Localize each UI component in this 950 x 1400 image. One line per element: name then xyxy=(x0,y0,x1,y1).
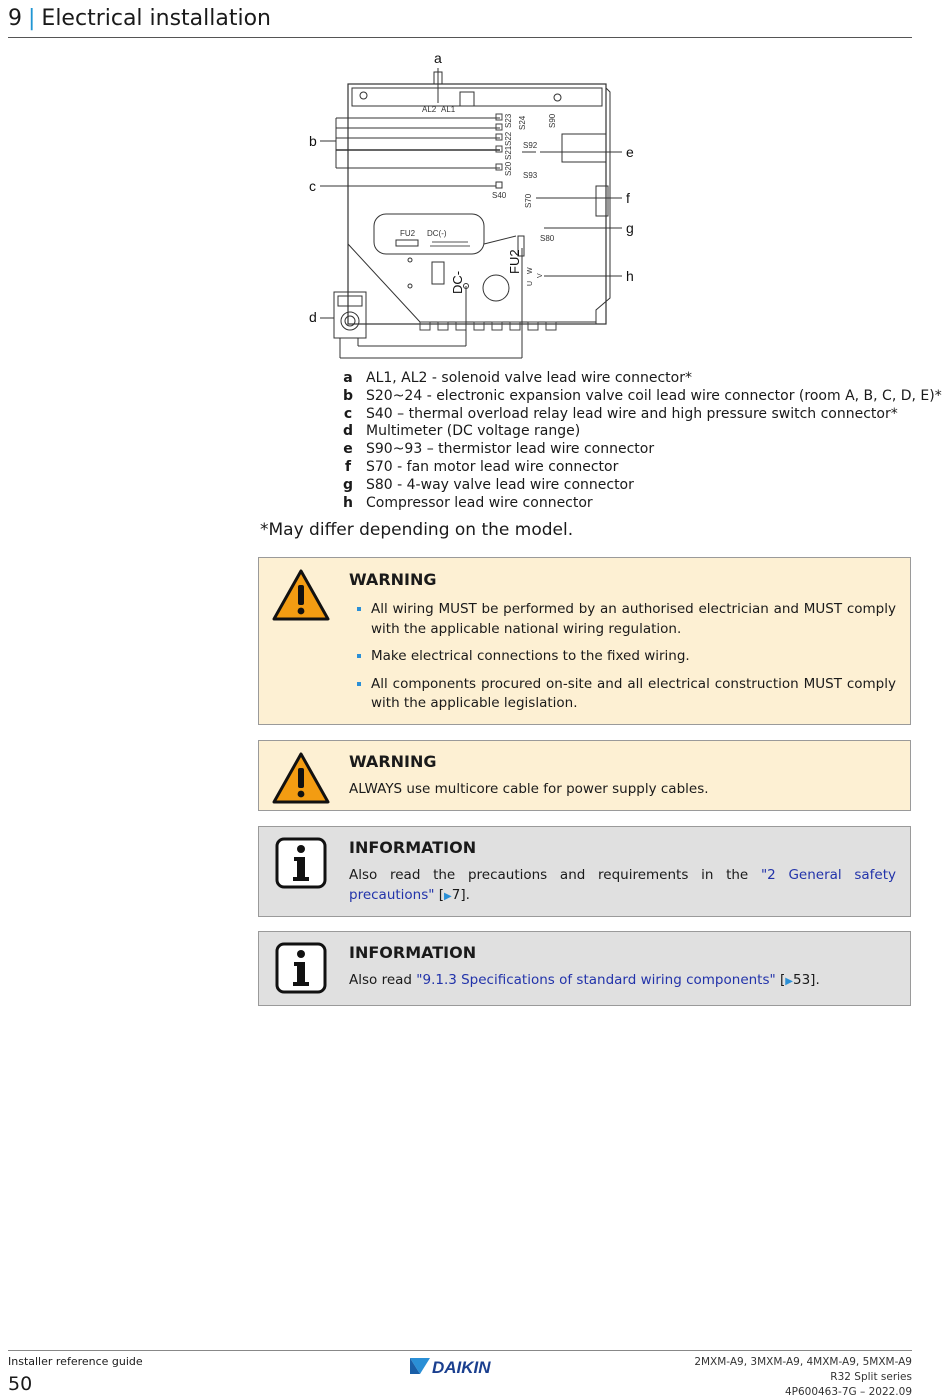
page-title: Electrical installation xyxy=(41,6,272,31)
list-item-text: All components procured on-site and all electrical construction MUST comply with the applicable legislation. xyxy=(371,675,896,711)
list-item xyxy=(349,675,896,714)
ref-open: [ xyxy=(775,972,786,988)
logo-text: DAIKIN xyxy=(432,1358,491,1377)
cross-reference-link[interactable]: "9.1.3 Specifications of standard wiring components" xyxy=(416,972,776,988)
legend-key: e xyxy=(343,441,353,458)
page-number: 50 xyxy=(8,1373,33,1395)
callout-f: f xyxy=(626,190,630,206)
pcb-diagram xyxy=(300,48,650,366)
list-item xyxy=(349,600,896,639)
warning-icon xyxy=(271,568,331,622)
callout-h: h xyxy=(626,268,634,284)
label-dc: DC- xyxy=(450,270,465,294)
page-header xyxy=(8,4,912,38)
label-s90: S90 xyxy=(548,113,557,128)
ref-open: [ xyxy=(434,886,445,903)
callout-c: c xyxy=(309,178,316,194)
legend-key: c xyxy=(343,405,353,422)
callout-a: a xyxy=(434,50,442,66)
legend-item xyxy=(340,495,942,513)
page-footer xyxy=(8,1350,912,1398)
label-s22: S22 xyxy=(504,131,513,146)
ref-close: ]. xyxy=(810,972,820,988)
info-title: INFORMATION xyxy=(349,943,477,962)
label-s70: S70 xyxy=(524,193,533,208)
page-arrow-icon: ▶ xyxy=(785,976,793,987)
label-fu2-large: FU2 xyxy=(507,249,522,274)
warning-icon xyxy=(271,751,331,805)
page-reference[interactable]: 53 xyxy=(792,972,811,988)
legend-text: Multimeter (DC voltage range) xyxy=(366,423,581,440)
warning-title: WARNING xyxy=(349,752,437,771)
label-s80: S80 xyxy=(540,234,555,243)
legend-item xyxy=(340,459,942,477)
legend-key: a xyxy=(343,370,353,386)
warning-text: ALWAYS use multicore cable for power supply cables. xyxy=(349,781,709,797)
label-al1: AL1 xyxy=(441,105,456,114)
legend-item xyxy=(340,477,942,495)
callout-d: d xyxy=(309,309,317,325)
series-name: R32 Split series xyxy=(830,1371,912,1383)
list-item-text: Make electrical connections to the fixed wiring. xyxy=(371,648,690,664)
legend-key: f xyxy=(344,458,352,475)
label-s20: S20 xyxy=(504,161,513,176)
bullet-icon xyxy=(357,607,361,611)
legend-key: d xyxy=(342,423,354,440)
warning-box xyxy=(258,557,911,725)
label-v: V xyxy=(537,273,544,278)
legend-item xyxy=(340,388,942,406)
model-note: *May differ depending on the model. xyxy=(260,520,574,540)
list-item xyxy=(349,647,896,667)
legend-item xyxy=(340,370,942,388)
information-box xyxy=(258,931,911,1006)
warning-title: WARNING xyxy=(349,570,437,589)
callout-e: e xyxy=(626,144,634,160)
legend-text: S40 – thermal overload relay lead wire and high pressure switch connector* xyxy=(366,405,898,422)
legend-text: S80 - 4-way valve lead wire connector xyxy=(366,476,634,493)
legend-item xyxy=(340,441,942,459)
legend-text: Compressor lead wire connector xyxy=(366,494,593,511)
label-s21: S21 xyxy=(504,145,513,160)
label-s92: S92 xyxy=(523,141,538,150)
info-text xyxy=(349,971,896,992)
list-item-text: All wiring MUST be performed by an authorised electrician and MUST comply with the applicable national wiring regulation. xyxy=(371,601,896,637)
info-icon xyxy=(271,942,331,996)
callout-g: g xyxy=(626,220,634,236)
label-s24: S24 xyxy=(518,115,527,130)
warning-box xyxy=(258,740,911,811)
document-code: 4P600463-7G – 2022.09 xyxy=(784,1386,912,1398)
label-w: W xyxy=(527,267,534,274)
bullet-icon xyxy=(357,682,361,686)
info-text-pre: Also read xyxy=(349,972,417,988)
legend-text: S20~24 - electronic expansion valve coil lead wire connector (room A, B, C, D, E)* xyxy=(366,387,942,404)
legend-text: S90~93 – thermistor lead wire connector xyxy=(366,441,655,458)
info-icon xyxy=(271,837,331,891)
bullet-icon xyxy=(357,654,361,658)
figure-legend xyxy=(340,370,942,512)
label-al2: AL2 xyxy=(422,105,437,114)
ref-close: ]. xyxy=(460,886,470,903)
legend-item xyxy=(340,423,942,441)
legend-key: h xyxy=(343,494,353,511)
label-s93: S93 xyxy=(523,171,538,180)
label-u: U xyxy=(527,280,534,286)
callout-b: b xyxy=(309,133,317,149)
label-s40: S40 xyxy=(492,191,507,200)
warning-list xyxy=(349,600,896,714)
label-dc-minus: DC(-) xyxy=(427,229,447,238)
label-s23: S23 xyxy=(504,113,513,128)
header-separator: | xyxy=(28,6,36,31)
label-fu2: FU2 xyxy=(400,229,416,238)
information-box xyxy=(258,826,911,917)
page-reference[interactable]: 7 xyxy=(451,886,461,903)
model-list: 2MXM-A9, 3MXM-A9, 4MXM-A9, 5MXM-A9 xyxy=(694,1356,912,1368)
daikin-logo xyxy=(408,1354,518,1378)
info-text-pre: Also read the precautions and requirements in the xyxy=(349,867,761,883)
document-info xyxy=(694,1355,912,1400)
guide-name: Installer reference guide xyxy=(8,1355,143,1368)
legend-key: b xyxy=(342,387,354,404)
legend-item xyxy=(340,406,942,424)
cross-reference-link[interactable]: "2 General safety precautions" xyxy=(349,867,896,903)
chapter-number: 9 xyxy=(8,6,22,31)
legend-key: g xyxy=(342,476,354,493)
info-text xyxy=(349,866,896,906)
info-title: INFORMATION xyxy=(349,838,477,857)
legend-text: S70 - fan motor lead wire connector xyxy=(366,458,619,475)
legend-text: AL1, AL2 - solenoid valve lead wire connector* xyxy=(366,370,692,386)
page-arrow-icon: ▶ xyxy=(444,890,452,902)
